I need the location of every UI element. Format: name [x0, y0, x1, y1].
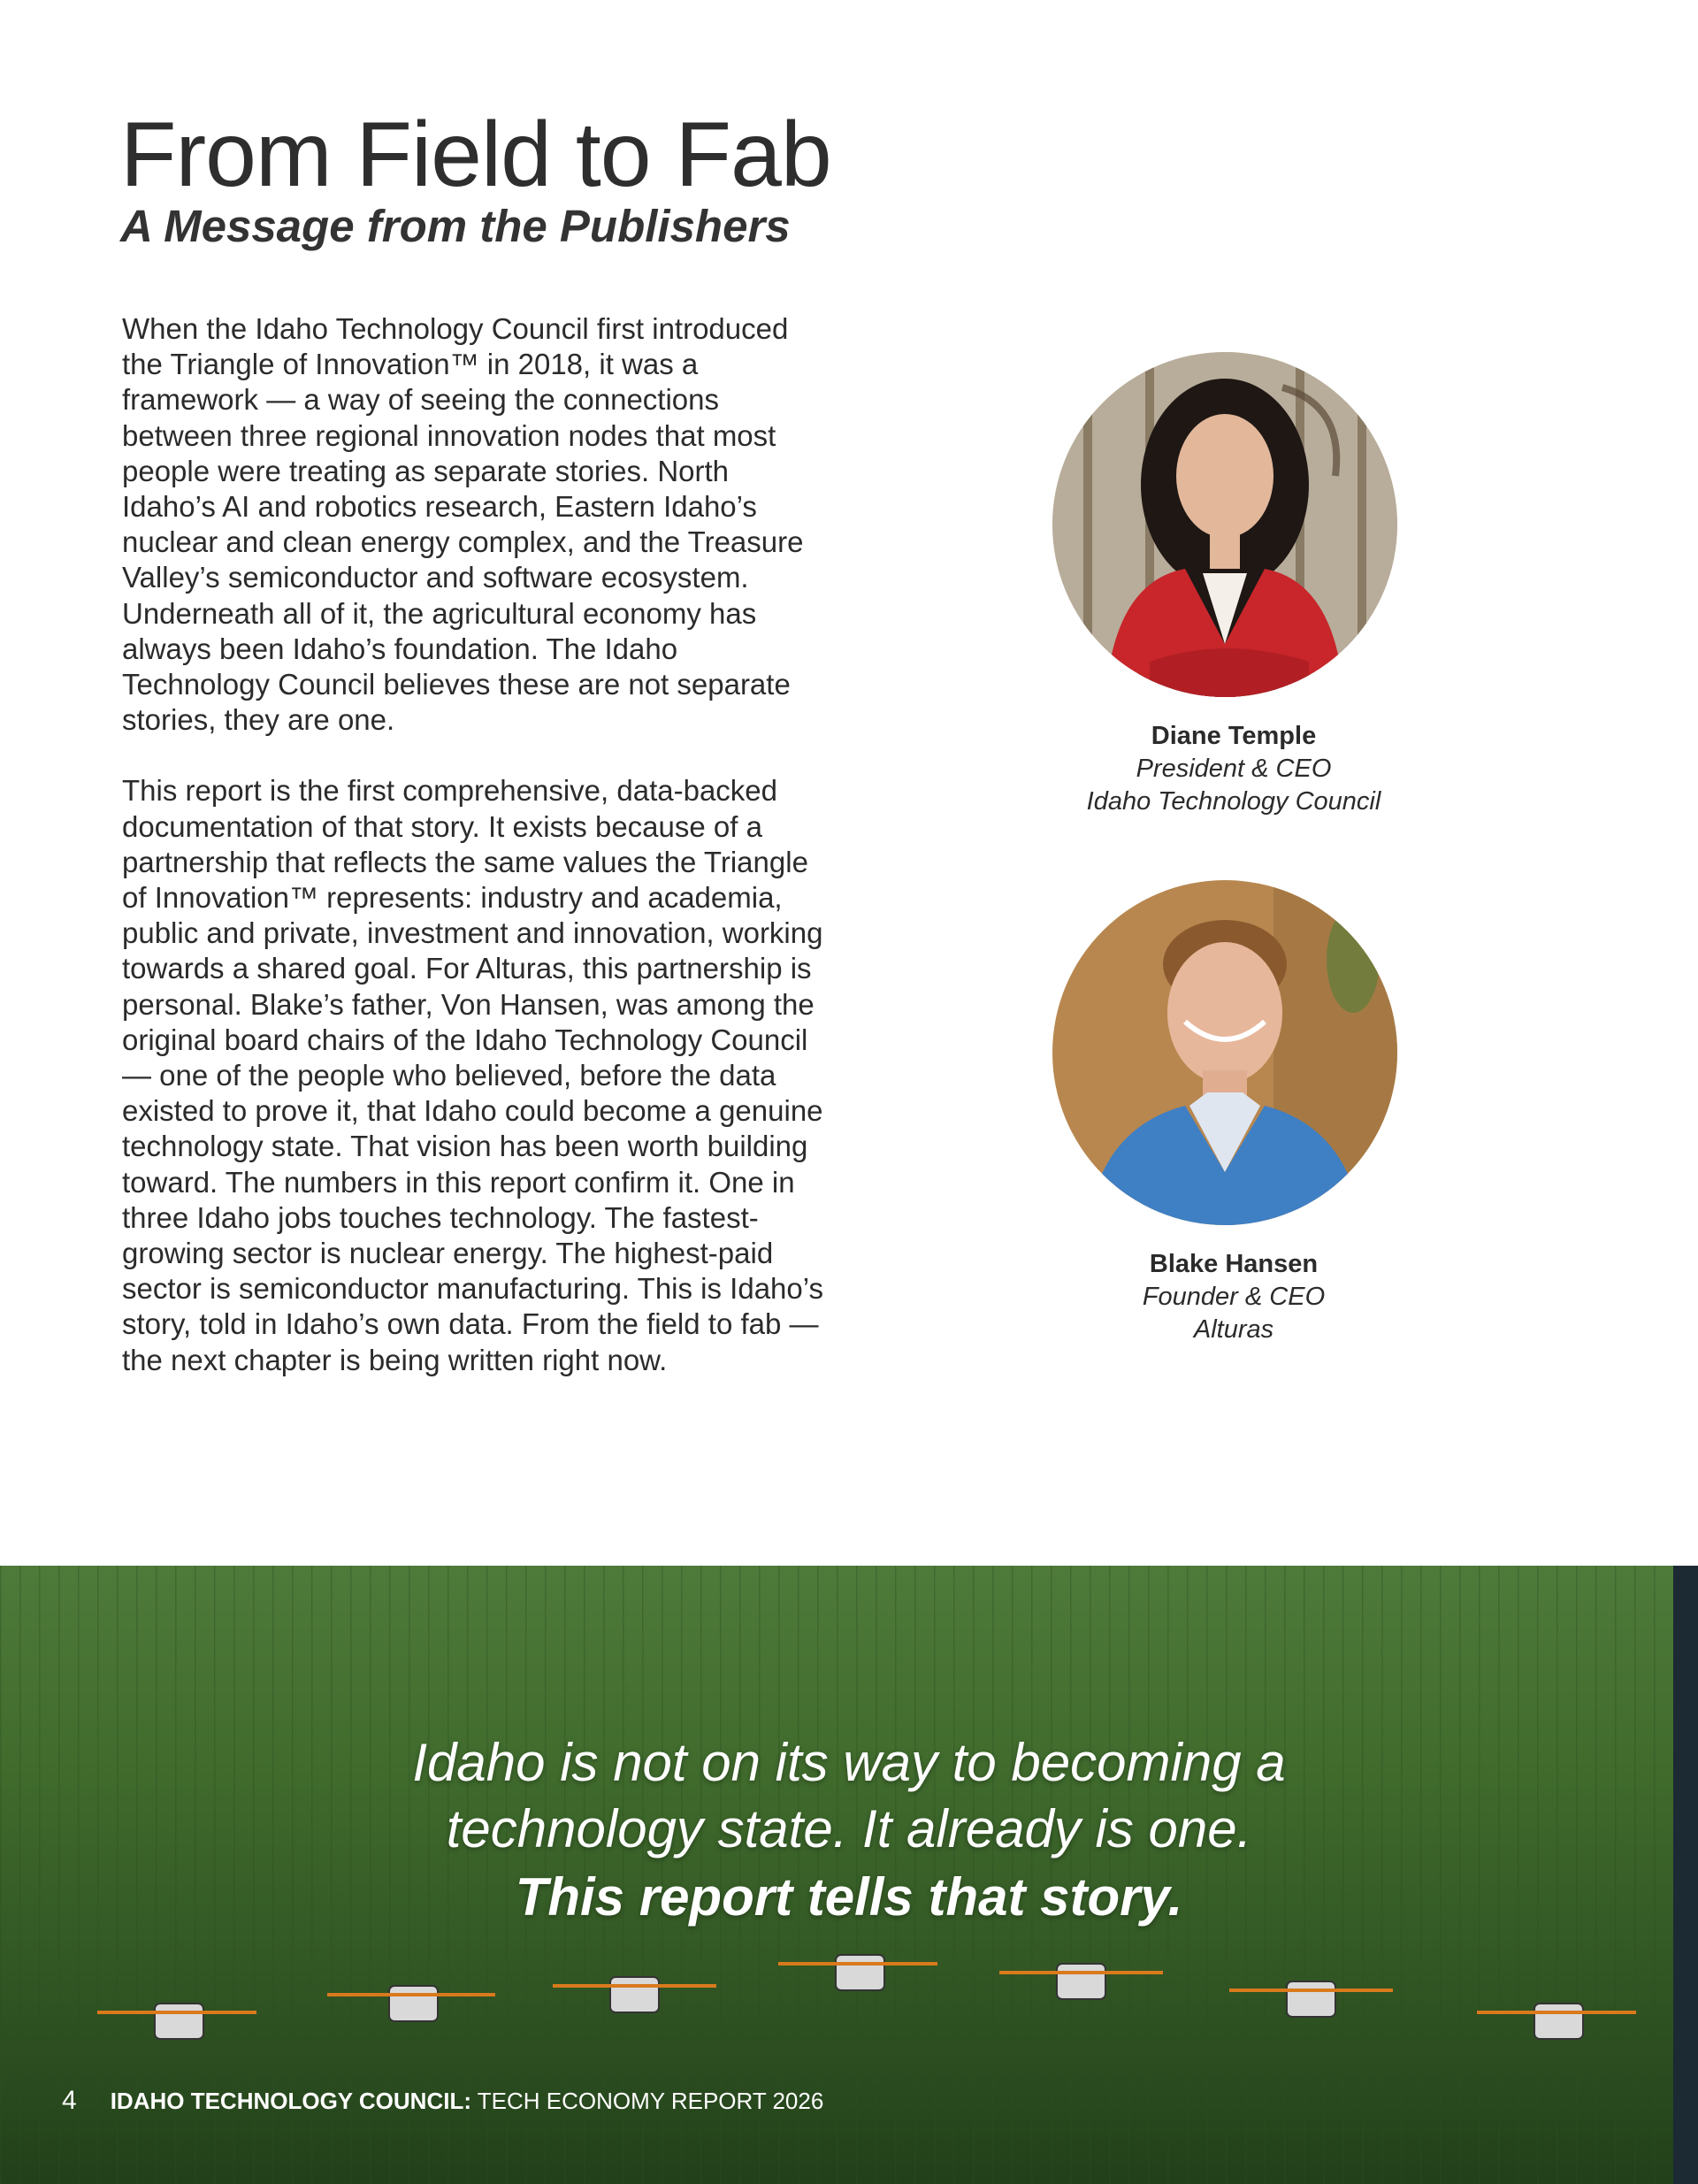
publisher-org: Idaho Technology Council: [1086, 787, 1381, 816]
diane-temple-caption: [968, 720, 1499, 818]
letter-paragraph-2: This report is the first comprehensive, data-backed documentation of that story. It exists because of a partnership that reflects the same values the Triangle of Innovation™ represents: industry and academia, public and private, investment and innovation, working towards a shared goal. For Alturas, this partnership is personal. Blake’s father, Von Hansen, was among the original board chairs of the Idaho Technology Council — one of the people who believed, before the data existed to prove it, that Idaho could become a genuine technology state. That vision has been worth building toward. The numbers in this report confirm it. One in three Idaho jobs touches technology. The fastest-growing sector is nuclear energy. The highest-paid sector is semiconductor manufacturing. This is Idaho’s story, told in Idaho’s own data. From the field to fab — the next chapter is being written right now.: [122, 774, 823, 1376]
quote-line-1: Idaho is not on its way to becoming a: [412, 1733, 1286, 1792]
publisher-role: Founder & CEO: [1142, 1283, 1326, 1311]
pull-quote: [0, 1729, 1698, 1933]
page-footer: [62, 2086, 823, 2116]
page-number: 4: [62, 2086, 77, 2115]
quote-line-3: This report tells that story.: [515, 1867, 1183, 1927]
letter-paragraph-1: When the Idaho Technology Council first introduced the Triangle of Innovation™ in 2018, it was a framework — a way of seeing the connections between three regional innovation nodes that most people were treating as separate stories. North Idaho’s AI and robotics research, Eastern Idaho’s nuclear and clean energy complex, and the Treasure Valley’s semiconductor and software ecosystem. Underneath all of it, the agricultural economy has always been Idaho’s foundation. The Idaho Technology Council believes these are not separate stories, they are one.: [122, 312, 804, 737]
portrait-woman-red-jacket-image: [1052, 352, 1397, 697]
publisher-org: Alturas: [1193, 1315, 1274, 1344]
publisher-name: Blake Hansen: [1149, 1250, 1319, 1278]
portrait-man-blue-blazer-image: [1052, 880, 1397, 1225]
page-title: From Field to Fab: [120, 103, 831, 206]
publisher-role: President & CEO: [1136, 755, 1332, 783]
quote-line-2: technology state. It already is one.: [446, 1799, 1252, 1858]
publisher-name: Diane Temple: [1151, 722, 1317, 750]
footer-org: IDAHO TECHNOLOGY COUNCIL:: [110, 2087, 471, 2114]
publisher-letter: [122, 311, 830, 1414]
page-subtitle: A Message from the Publishers: [120, 201, 791, 251]
diane-temple-photo: [1052, 352, 1397, 697]
blake-hansen-caption: [968, 1248, 1499, 1346]
footer-report: TECH ECONOMY REPORT 2026: [470, 2087, 824, 2114]
blake-hansen-photo: [1052, 880, 1397, 1225]
